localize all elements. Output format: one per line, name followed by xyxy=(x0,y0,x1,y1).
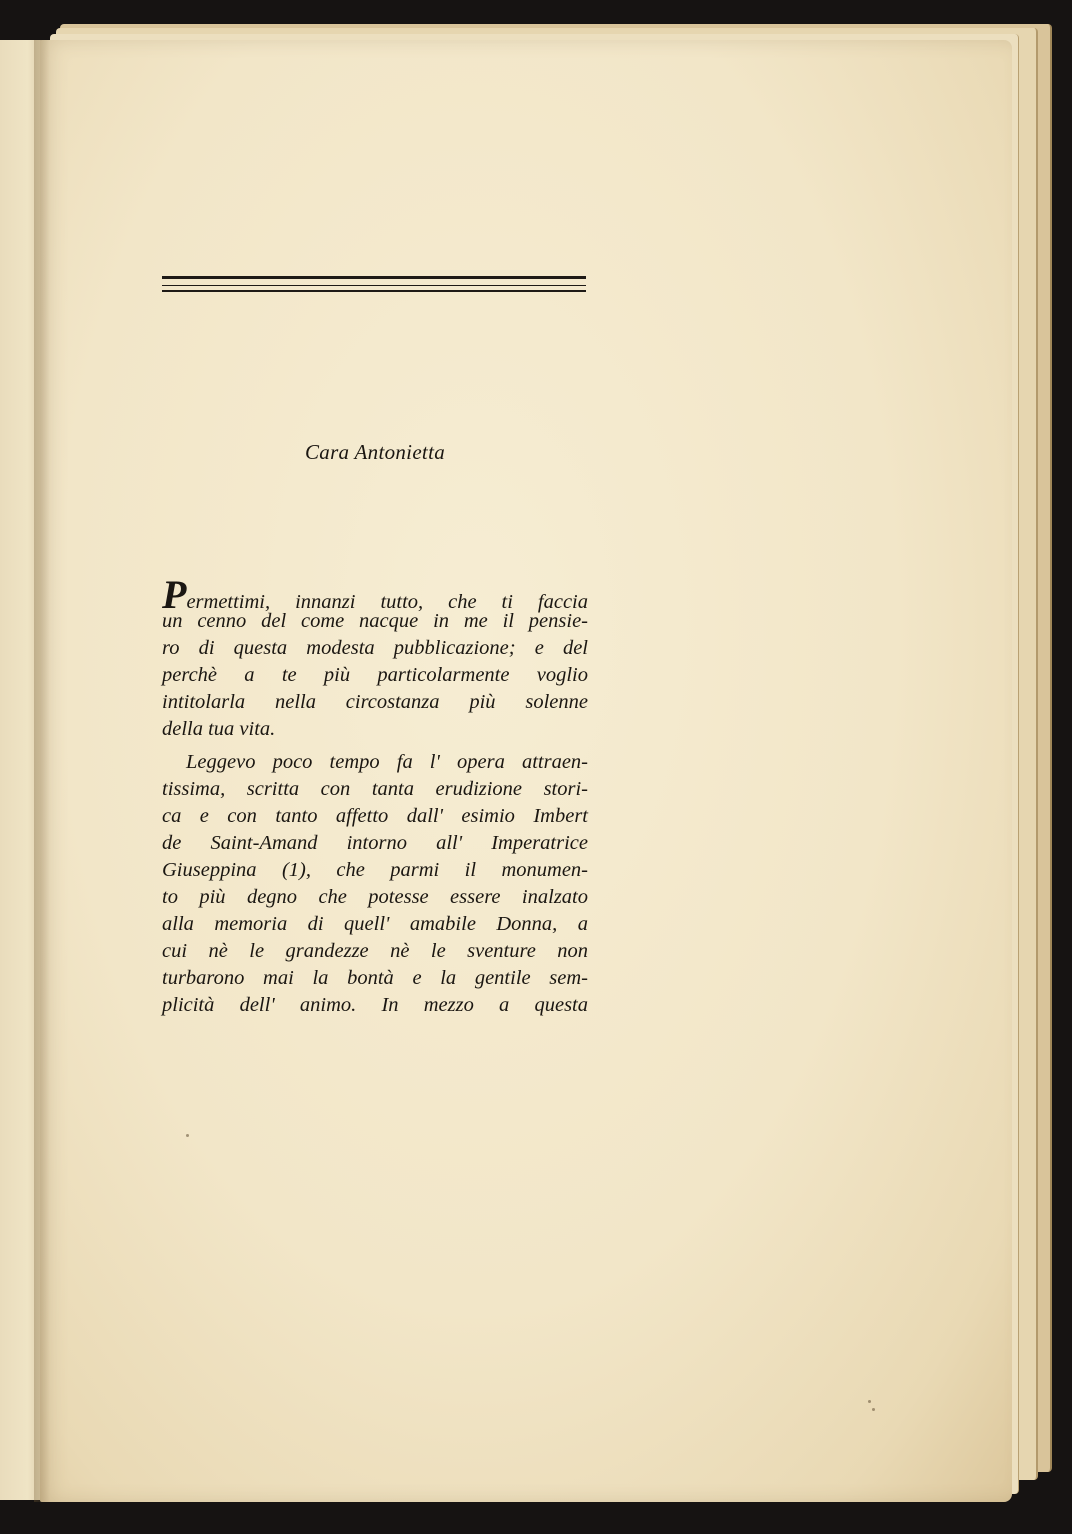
paper-speck xyxy=(186,1134,189,1137)
paragraph-line: un cenno del come nacque in me il pensie- xyxy=(162,610,588,632)
salutation: Cara Antonietta xyxy=(304,440,446,464)
paragraph-line: de Saint-Amand intorno all' Imperatrice xyxy=(162,832,588,854)
letter-body xyxy=(162,572,588,1019)
paragraph-line: to più degno che potesse essere inalzato xyxy=(162,886,588,908)
line-text: ermettimi, innanzi tutto, che ti faccia xyxy=(186,591,588,613)
paragraph-line: cui nè le grandezze nè le sventure non xyxy=(162,940,588,962)
binding-gutter xyxy=(34,40,50,1502)
paper-speck xyxy=(872,1408,875,1411)
header-rule xyxy=(162,290,586,292)
paragraph-line: turbarono mai la bontà e la gentile sem- xyxy=(162,967,588,989)
paragraph-line: Leggevo poco tempo fa l' opera attraen- xyxy=(186,751,588,773)
paragraph-line: perchè a te più particolarmente voglio xyxy=(162,664,588,686)
paper-speck xyxy=(868,1400,871,1403)
paragraph-line: alla memoria di quell' amabile Donna, a xyxy=(162,913,588,935)
paragraph-line: ro di questa modesta pubblicazione; e del xyxy=(162,637,588,659)
letter-block xyxy=(162,276,588,1019)
header-rule xyxy=(162,285,586,286)
header-rule xyxy=(162,276,586,279)
paragraph-line: Giuseppina (1), che parmi il monumen- xyxy=(162,859,588,881)
paragraph-line: ca e con tanto affetto dall' esimio Imbert xyxy=(162,805,588,827)
paragraph-line: tissima, scritta con tanta erudizione stori- xyxy=(162,778,588,800)
drop-cap: P xyxy=(162,572,187,617)
paragraph-line: della tua vita. xyxy=(162,718,276,740)
paragraph-line xyxy=(162,572,588,617)
paragraph-line: intitolarla nella circostanza più solenne xyxy=(162,691,588,713)
paragraph-line: plicità dell' animo. In mezzo a questa xyxy=(162,994,588,1016)
